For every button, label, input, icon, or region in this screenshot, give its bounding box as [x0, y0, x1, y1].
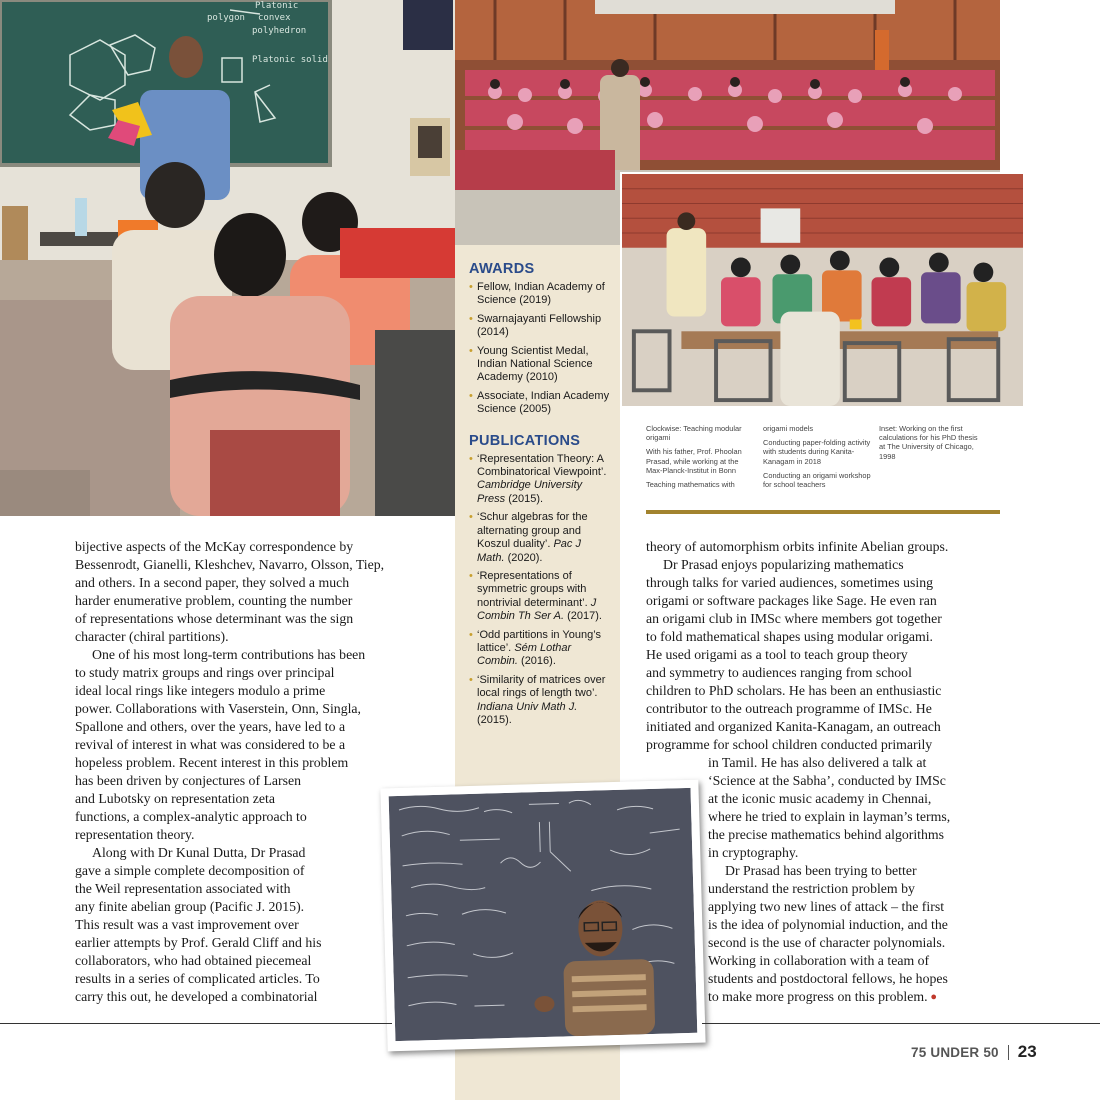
- body-text: through talks for varied audiences, sometimes using: [646, 575, 933, 590]
- awards-heading: AWARDS: [469, 261, 535, 277]
- body-text-line: representation theory.: [75, 827, 195, 842]
- body-text-line: [646, 772, 1006, 790]
- footer-section-title: 75 UNDER 50: [911, 1044, 999, 1060]
- chalk-platonic-solid: Platonic solid: [252, 55, 328, 65]
- body-text: Working in collaboration with a team of: [708, 953, 930, 968]
- body-text: in cryptography.: [708, 845, 799, 860]
- caption-text: With his father, Prof. Phoolan Prasad, while working at the Max-Planck-Institut in Bonn: [646, 447, 742, 475]
- publication-title: ‘Representations of symmetric groups with nontrivial determinant’.: [477, 569, 588, 609]
- caption-column-3: [879, 424, 979, 466]
- award-item: • Young Scientist Medal, Indian National Science Academy (2010): [469, 345, 611, 385]
- caption-text: Conducting paper-folding activity with students during Kanita-Kanagam in 2018: [763, 438, 871, 466]
- body-text: the precise mathematics behind algorithms: [708, 827, 945, 842]
- inset-photo-blackboard: [380, 780, 705, 1052]
- publication-item: [469, 629, 611, 669]
- body-text: initiated and organized Kanita-Kanagam, an outreach: [646, 719, 941, 734]
- body-text-line: gave a simple complete decomposition of: [75, 863, 305, 878]
- caption-column-2: [763, 424, 871, 494]
- body-text-line: results in a series of complicated articles. To: [75, 971, 320, 986]
- publication-year: (2020).: [507, 551, 543, 564]
- body-text: Dr Prasad has been trying to better: [725, 863, 917, 878]
- body-text: applying two new lines of attack – the first: [708, 899, 945, 914]
- body-text-line: Spallone and others, over the years, have led to a: [75, 719, 346, 734]
- body-text-line: Along with Dr Kunal Dutta, Dr Prasad: [92, 845, 306, 860]
- publication-year: (2015).: [477, 713, 512, 726]
- publication-venue: Sém Lothar Combin.: [477, 641, 572, 668]
- body-text: children to PhD scholars. He has been an enthusiastic: [646, 683, 942, 698]
- body-text-line: This result was a vast improvement over: [75, 917, 299, 932]
- body-text-line: [646, 682, 1006, 700]
- publication-item: [469, 511, 611, 565]
- body-text: to fold mathematical shapes using modular origami.: [646, 629, 933, 644]
- body-text-line: [646, 808, 1006, 826]
- body-text-line: [646, 646, 1006, 664]
- chalk-polygon: polygon: [207, 13, 245, 23]
- footer-rule-left: [0, 1023, 392, 1024]
- body-text-line: [646, 664, 1006, 682]
- publication-title: ‘Odd partitions in Young’s lattice’.: [477, 628, 601, 654]
- body-text-line: hopeless problem. Recent interest in this problem: [75, 755, 349, 770]
- caption-text: origami models: [763, 424, 814, 433]
- caption-text: Clockwise: Teaching modular origami: [646, 424, 742, 443]
- body-text-line: [646, 538, 1006, 556]
- publication-venue: Cambridge University Press: [477, 479, 583, 505]
- body-text: understand the restriction problem by: [708, 881, 915, 896]
- body-text-line: [646, 628, 1006, 646]
- publication-item: [469, 674, 611, 728]
- body-text-line: to study matrix groups and rings over principal: [75, 665, 335, 680]
- caption-column-1: [646, 424, 754, 494]
- photo-origami-workshop: [620, 172, 1025, 408]
- body-text-line: [646, 574, 1006, 592]
- body-text-line: power. Collaborations with Vaserstein, Onn, Singla,: [75, 701, 362, 716]
- publication-year: (2017).: [567, 610, 602, 623]
- body-text-line: and Lubotsky on representation zeta: [75, 791, 275, 806]
- body-text: in Tamil. He has also delivered a talk at: [708, 755, 927, 770]
- caption-text: Teaching mathematics with: [646, 480, 735, 490]
- footer-rule-right: [702, 1023, 1100, 1024]
- body-text: second is the use of character polynomials.: [708, 935, 946, 950]
- body-text: origami or software packages like Sage. He even ran: [646, 593, 937, 608]
- body-text: theory of automorphism orbits infinite Abelian groups.: [646, 539, 949, 554]
- end-mark-icon: ●: [927, 991, 937, 1003]
- publication-title: ‘Similarity of matrices over local rings of length two’.: [477, 673, 606, 700]
- page-footer: [911, 1042, 1037, 1062]
- body-text-line: any finite abelian group (Pacific J. 2015).: [75, 899, 305, 914]
- photo-origami-classroom: [0, 0, 455, 516]
- award-item: • Fellow, Indian Academy of Science (2019): [469, 281, 611, 308]
- footer-separator: [1008, 1045, 1009, 1060]
- body-text-line: the Weil representation associated with: [75, 881, 291, 896]
- publication-venue: Pac J Math.: [477, 538, 581, 564]
- body-text-line: Bessenrodt, Gianelli, Kleshchev, Navarro, Olsson, Tiep,: [75, 557, 385, 572]
- body-text-line: of representations whose determinant was the sign: [75, 611, 354, 626]
- body-text-line: functions, a complex-analytic approach to: [75, 809, 307, 824]
- body-text-line: bijective aspects of the McKay correspondence by: [75, 539, 354, 554]
- body-text-line: [646, 718, 1006, 736]
- body-text-line: earlier attempts by Prof. Gerald Cliff and his: [75, 935, 322, 950]
- body-text-line: [646, 556, 1006, 574]
- awards-list: [469, 281, 611, 417]
- body-text-line: ideal local rings like integers modulo a prime: [75, 683, 326, 698]
- body-text: at the iconic music academy in Chennai,: [708, 791, 932, 806]
- publication-title: ‘Representation Theory: A Combinatorical Viewpoint’.: [477, 452, 607, 479]
- publication-item: [469, 453, 611, 507]
- body-text: He used origami as a tool to teach group theory: [646, 647, 908, 662]
- publication-year: (2016).: [521, 655, 556, 668]
- publication-year: (2015).: [508, 492, 544, 505]
- body-text: Dr Prasad enjoys popularizing mathematics: [663, 557, 904, 572]
- publication-venue: J Combin Th Ser A.: [477, 596, 597, 623]
- body-text-line: has been driven by conjectures of Larsen: [75, 773, 302, 788]
- body-text: contributor to the outreach programme of IMSc. He: [646, 701, 932, 716]
- body-text-line: harder enumerative problem, counting the number: [75, 593, 353, 608]
- publications-heading: PUBLICATIONS: [469, 432, 581, 449]
- body-text-line: collaborators, who had obtained piecemeal: [75, 953, 312, 968]
- body-text-line: [646, 592, 1006, 610]
- body-text-line: [646, 790, 1006, 808]
- caption-text: Conducting an origami workshop for school teachers: [763, 470, 871, 490]
- body-text-line: One of his most long-term contributions has been: [92, 647, 366, 662]
- page-number: 23: [1017, 1042, 1037, 1061]
- body-text: ‘Science at the Sabha’, conducted by IMSc: [708, 773, 946, 788]
- body-text-line: [646, 610, 1006, 628]
- body-text: and symmetry to audiences ranging from school: [646, 665, 912, 680]
- body-text-line: carry this out, he developed a combinatorial: [75, 989, 318, 1004]
- body-text-line: [646, 700, 1006, 718]
- publication-item: [469, 570, 611, 624]
- chalk-polyhedron: polyhedron: [252, 26, 307, 36]
- chalk-convex: convex: [258, 13, 291, 23]
- publication-venue: Indiana Univ Math J.: [477, 700, 578, 713]
- caption-rule: [646, 510, 1000, 514]
- award-item: • Swarnajayanti Fellowship (2014): [469, 313, 611, 340]
- body-text-line: [646, 736, 1006, 754]
- award-item: • Associate, Indian Academy Science (2005): [469, 390, 611, 417]
- body-text-line: character (chiral partitions).: [75, 629, 229, 644]
- body-text: programme for school children conducted primarily: [646, 737, 933, 752]
- body-text-line: and others. In a second paper, they solved a much: [75, 575, 350, 590]
- publication-title: ‘Schur algebras for the alternating group and Koszul duality’.: [477, 511, 588, 551]
- body-text: is the idea of polynomial induction, and the: [708, 917, 948, 932]
- body-text: an origami club in IMSc where members got together: [646, 611, 942, 626]
- body-text-line: revival of interest in what was considered to be a: [75, 737, 346, 752]
- body-text-line: [646, 754, 1006, 772]
- body-text: to make more progress on this problem.: [708, 989, 928, 1004]
- body-text: where he tried to explain in layman’s terms,: [708, 809, 951, 824]
- publications-list: [469, 453, 611, 728]
- chalk-platonic: Platonic: [255, 1, 299, 11]
- body-text: students and postdoctoral fellows, he hopes: [708, 971, 948, 986]
- caption-text: Inset: Working on the first calculations for his PhD thesis at The University of Chicago, 1998: [879, 424, 978, 461]
